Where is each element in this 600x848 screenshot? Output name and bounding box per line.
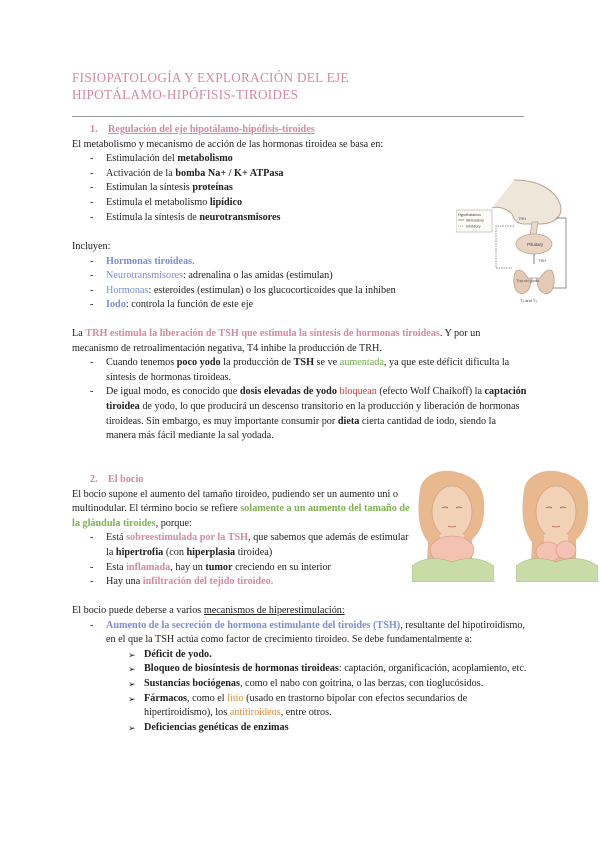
section-2 [72,473,412,590]
list-item: ➢ Déficit de yodo. [128,648,528,663]
list-item: - Estimula el metabolismo lipídico [72,196,532,211]
trh-paragraph-block [72,327,528,444]
mechanisms-block [72,604,528,735]
legend-hypothalamus: Hypothalamus [458,213,481,217]
iodine-list [72,356,528,444]
list-item: - Está sobreestimulada por la TSH, que sabemos que además de estimular la hipertrofia (con hiperplasia tiroidea) [72,531,412,560]
list-item: - Neurotransmisores: adrenalina o las amidas (estimulan) [72,269,472,284]
page-title: FISIOPATOLOGÍA Y EXPLORACIÓN DEL EJE HIPOTÁLAMO-HIPÓFISIS-TIROIDES [72,70,349,102]
list-item: - Estimulan la síntesis proteínas [72,181,532,196]
title-divider [72,116,524,117]
list-item: - Activación de la bomba Na+ / K+ ATPasa [72,167,532,182]
section-2-intro: El bocio supone el aumento del tamaño tiroideo, pudiendo ser un aumento uni o multinodular. El término bocio se refiere solamente a un aumento del tamaño de la glándula tiroides, porque: [72,488,410,529]
list-item: - Hormonas: esteroides (estimulan) o los glucocorticoides que la inhiben [72,284,472,299]
section-2-heading: 2. El bocio [90,474,144,485]
list-item: - Cuando tenemos poco yodo la producción de TSH se ve aumentada, ya que este déficit dificulta la síntesis de hormonas tiroideas. [72,356,528,385]
list-item: - Esta inflamada, hay un tumor creciendo en su interior [72,561,412,576]
tsh-label: TSH [538,258,546,263]
goiter-illustration-1 [412,470,494,582]
pituitary-label: Pituitary [527,242,544,247]
list-item: - Estimulación del metabolismo [72,152,532,167]
face-shape [432,486,472,538]
legend-inhibitory: Inhibitory [466,224,481,229]
list-item: ➢ Deficiencias genéticas de enzimas [128,721,528,736]
list-item: ➢ Sustancias bociógenas, como el nabo con goitrina, o las berzas, con tioglucósidos. [128,677,528,692]
hpt-axis-diagram [456,178,571,306]
feedback-line-inner [496,226,514,268]
mechanisms-intro: El bocio puede deberse a varios mecanismos de hiperestimulación: [72,605,345,616]
list-item: - Iodo: controla la función de este eje [72,298,472,313]
thyroid-label: Thyroid gland [516,279,540,283]
list-item: - Hay una infiltración del tejido tiroideo. [72,575,412,590]
includes-label: Incluyen: [72,241,111,252]
list-item: - Aumento de la secreción de hormona estimulante del tiroides (TSH), resultante del hipotiroidismo, en el que la TSH actúa como factor de crecimiento tiroideo. Se debe fundamentalmente a: [72,619,528,648]
legend-stimulatory: Stimulatory [466,218,484,223]
mechanisms-list [72,619,528,648]
list-item: - Hormonas tiroideas. [72,255,472,270]
clothing-shape [412,559,494,582]
goiter-causes-list [72,531,412,589]
list-item: - De igual modo, es conocido que dosis elevadas de yodo bloquean (efecto Wolf Chaikoff) la captación tiroidea de yodo, lo que producirá un descenso transitorio en la producción y liberación de hormonas tiroideas. Sin embargo, es muy importante consumir por dieta cierta cantidad de iodo, siendo la manera más fácil mediante la sal yodada. [72,385,528,443]
tsh-causes-list [72,648,528,736]
includes-list [72,255,472,313]
list-item: - Estimula la síntesis de neurotransmisores [72,211,532,226]
face-shape [536,486,576,538]
list-item: ➢ Fármacos, como el litio (usado en trastorno bipolar con efectos secundarios de hipertiroidismo), los antitiroideos, entre otros. [128,692,528,721]
clothing-shape [516,559,598,582]
includes-block [72,240,472,313]
section-1-heading: 1. Regulación del eje hipotálamo-hipófisis-tiroides [90,124,315,135]
trh-label: TRH [518,216,527,221]
list-item: ➢ Bloqueo de biosíntesis de hormonas tiroideas: captación, organificación, acoplamiento, etc. [128,662,528,677]
hypothalamus-shape [492,180,561,224]
section-1-intro: El metabolismo y mecanismo de acción de las hormonas tiroidea se basa en: [72,138,384,150]
t4-t3-label: T₄ and T₃ [520,298,537,303]
goiter-nodule-right [556,541,576,559]
trh-paragraph: La TRH estimula la liberación de TSH que estimula la síntesis de hormonas tiroideas. Y por un mecanismo de retroalimentación negativa, T4 inhibe la producción de TRH. [72,328,481,354]
goiter-illustration-2 [516,470,598,582]
